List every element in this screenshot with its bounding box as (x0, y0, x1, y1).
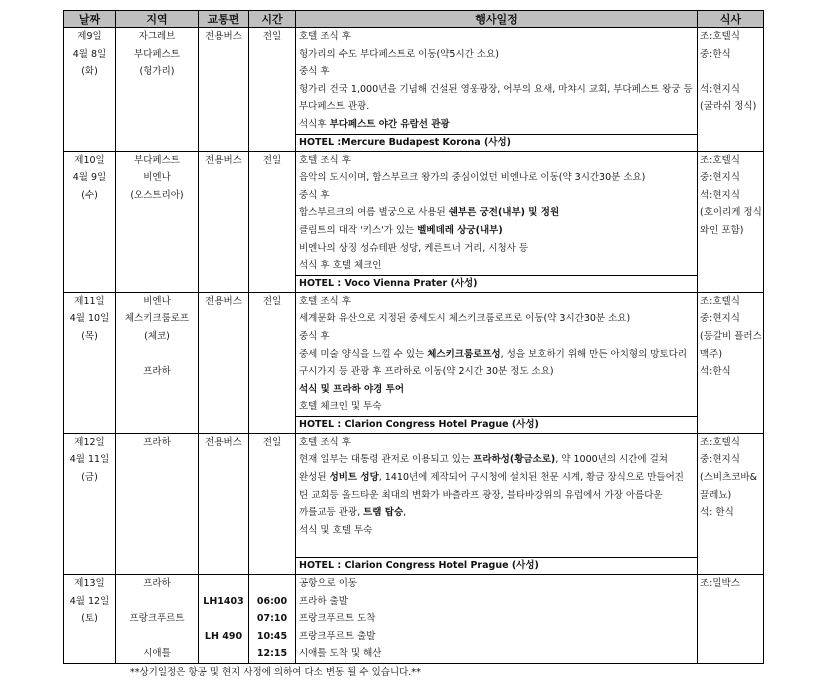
transport-cell (199, 151, 249, 292)
header-cell: 교통편 (199, 11, 249, 28)
schedule-text: 세계문화 유산으로 지정된 중세도시 체스키크룸로프로 이동(약 3시간30분 소요) (299, 313, 631, 325)
cell-line: 06:00 (256, 595, 288, 607)
cell-line: (굴라쉬 정식) (700, 101, 757, 113)
cell-line: 4월 8일 (72, 48, 107, 60)
date-cell (64, 151, 116, 292)
schedule-line (296, 310, 697, 328)
schedule-text: 프랑크푸르트 도착 (299, 613, 376, 625)
schedule-text: 합스부르크의 여름 별궁으로 사용된 (299, 207, 449, 219)
schedule-text: 클림트의 대작 '키스'가 있는 (299, 224, 418, 236)
cell-line (116, 593, 198, 611)
transport-cell (199, 28, 249, 152)
schedule-line (296, 240, 697, 258)
schedule-text: 석식 후 호텔 체크인 (299, 260, 382, 272)
schedule-line (296, 504, 697, 522)
schedule-line (296, 98, 697, 116)
hotel-line: HOTEL : Clarion Congress Hotel Prague (사성) (296, 557, 697, 574)
meal-cell (698, 28, 764, 152)
schedule-line (296, 398, 697, 416)
schedule-line (296, 116, 697, 134)
cell-line: 프라하 (143, 366, 171, 378)
schedule-text: 부다페스트 야간 유람선 관광 (329, 118, 450, 130)
schedule-text: , 성을 보호하기 위해 만든 아치형의 망토다리 (500, 348, 687, 360)
schedule-text: 벨베데레 상궁(내부) (417, 224, 503, 236)
cell-line: 체스키크룸로프 (124, 313, 190, 325)
schedule-line (296, 487, 697, 505)
cell-line: 맥주) (700, 348, 723, 360)
schedule-text: 트램 탑승 (363, 507, 404, 519)
cell-line: 중:한식 (700, 48, 731, 60)
schedule-line (296, 593, 697, 611)
schedule-text: 부다페스트 관광. (299, 101, 370, 113)
time-cell (249, 28, 296, 152)
cell-line: 4월 11일 (69, 454, 110, 466)
cell-line: 중:현지식 (700, 454, 740, 466)
cell-line: 전일 (262, 31, 282, 42)
cell-line (199, 645, 248, 663)
schedule-text: 호텔 조식 후 (299, 31, 351, 42)
cell-line: 제11일 (74, 295, 105, 307)
cell-line (116, 628, 198, 646)
schedule-line (296, 610, 697, 628)
schedule-line (296, 81, 697, 99)
schedule-line (296, 46, 697, 64)
cell-line: 4월 10일 (69, 313, 110, 325)
cell-line: (목) (81, 330, 98, 342)
region-cell (116, 28, 199, 152)
cell-line: (등갈비 플러스 (700, 330, 762, 342)
hotel-line: HOTEL : Voco Vienna Prater (사성) (296, 275, 697, 292)
cell-line: 조:호텔식 (700, 436, 740, 448)
cell-line (249, 575, 295, 593)
schedule-line (296, 522, 697, 540)
cell-line: 조:호텔식 (700, 154, 740, 166)
header-cell: 식사 (698, 11, 764, 28)
cell-line: 중:현지식 (700, 313, 740, 325)
region-cell (116, 292, 199, 433)
schedule-cell (296, 292, 698, 433)
time-cell (249, 292, 296, 433)
transport-cell (199, 292, 249, 433)
cell-line: 석:현지식 (700, 189, 740, 201)
cell-line (199, 575, 248, 593)
schedule-line (296, 222, 697, 240)
schedule-line (296, 346, 697, 364)
cell-line: (체코) (144, 330, 170, 342)
cell-line: 전용버스 (205, 436, 242, 448)
cell-line: 제12일 (74, 436, 105, 448)
cell-line: (호이리게 정식 (700, 207, 762, 219)
schedule-text: 현재 일부는 대통령 관저로 이용되고 있는 (299, 454, 474, 466)
hotel-line: HOTEL :Mercure Budapest Korona (사성) (296, 134, 697, 151)
header-cell: 시간 (249, 11, 296, 28)
cell-line: 프라하 (143, 436, 171, 448)
schedule-text: 호텔 조식 후 (299, 154, 351, 166)
cell-line: 10:45 (256, 630, 288, 642)
schedule-line (296, 575, 697, 593)
schedule-text: 석식후 (299, 118, 330, 130)
schedule-text: 석식 및 호텔 투숙 (299, 524, 373, 536)
schedule-line (296, 469, 697, 487)
schedule-cell (296, 575, 698, 664)
day-row (64, 28, 764, 152)
transport-cell (199, 433, 249, 574)
schedule-line (296, 169, 697, 187)
schedule-text: , 1410년에 제작되어 구시청에 설치된 천문 시계, 황금 장식으로 만들어진 (378, 472, 684, 484)
schedule-text: 중식 후 (299, 330, 330, 342)
schedule-line (296, 381, 697, 399)
schedule-text: , (403, 507, 407, 519)
schedule-line (296, 257, 697, 275)
schedule-text: 헝가리 건국 1,000년을 기념해 건설된 영웅광장, 어부의 요새, 마챠시 교회, 부다페스트 왕궁 등 (299, 83, 693, 95)
region-cell (116, 151, 199, 292)
cell-line: (오스트리아) (130, 189, 184, 201)
header-cell: 지역 (116, 11, 199, 28)
cell-line: 프라하 (143, 578, 171, 590)
cell-line (199, 610, 248, 628)
cell-line: 중:현지식 (700, 172, 740, 184)
cell-line: 부다페스트 (134, 48, 180, 60)
cell-line: 부다페스트 (134, 154, 180, 166)
cell-line: 제13일 (74, 578, 105, 590)
cell-line: 전일 (262, 154, 282, 166)
cell-line: 프랑크푸르트 (129, 613, 185, 625)
cell-line: (금) (81, 472, 98, 484)
region-cell (116, 433, 199, 574)
schedule-line (296, 363, 697, 381)
cell-line (116, 346, 198, 364)
cell-line: 비엔나 (143, 295, 171, 307)
cell-line: 조:호텔식 (700, 31, 740, 42)
schedule-cell (296, 28, 698, 152)
meal-cell (698, 575, 764, 664)
schedule-text: 틴 교회등 올드타운 최대의 변화가 바츨라프 광장, 블타바강위의 유럽에서 가장 아름다운 (299, 489, 663, 501)
schedule-text: 호텔 체크인 및 투숙 (299, 401, 382, 413)
schedule-text: 프랑크푸르트 출발 (299, 630, 376, 642)
schedule-line (296, 434, 697, 452)
cell-line: 전용버스 (205, 295, 242, 307)
cell-line: 12:15 (256, 648, 288, 660)
header-row (64, 11, 764, 28)
cell-line: 비엔나 (143, 172, 171, 184)
cell-line: 와인 포함) (700, 224, 744, 236)
cell-line: 전일 (262, 436, 282, 448)
date-cell (64, 433, 116, 574)
cell-line: 자그레브 (138, 31, 176, 42)
schedule-text: 완성된 (299, 472, 330, 484)
cell-line: (수) (81, 189, 98, 201)
schedule-text: 중세 미술 양식을 느낄 수 있는 (299, 348, 428, 360)
day-row (64, 292, 764, 433)
date-cell (64, 28, 116, 152)
schedule-text: , 약 1000년의 시간에 걸쳐 (555, 454, 668, 466)
schedule-line (296, 645, 697, 663)
schedule-cell (296, 151, 698, 292)
cell-line: 전용버스 (205, 31, 242, 42)
itinerary-table (63, 10, 764, 664)
schedule-line (296, 187, 697, 205)
meal-cell (698, 292, 764, 433)
day-row (64, 433, 764, 574)
cell-line: (토) (81, 613, 98, 625)
cell-line: 제10일 (74, 154, 105, 166)
cell-line: 조:호텔식 (700, 295, 740, 307)
cell-line: 전용버스 (205, 154, 242, 166)
cell-line: LH 490 (204, 630, 243, 642)
time-cell (249, 575, 296, 664)
schedule-text: 성비트 성당 (329, 472, 379, 484)
time-cell (249, 151, 296, 292)
footnote: **상기일정은 항공 및 현지 사정에 의하여 다소 변동 될 수 있습니다.** (130, 667, 421, 678)
cell-line: 4월 12일 (69, 595, 110, 607)
schedule-line (296, 152, 697, 170)
schedule-text: 중식 후 (299, 189, 330, 201)
schedule-text: 구시가지 등 관광 후 프라하로 이동(약 2시간 30분 정도 소요) (299, 366, 554, 378)
schedule-line (296, 328, 697, 346)
cell-line: 07:10 (256, 613, 288, 625)
schedule-line (296, 628, 697, 646)
date-cell (64, 575, 116, 664)
cell-line: (화) (81, 66, 98, 78)
header-cell: 행사일정 (296, 11, 698, 28)
schedule-text: 프라하 출발 (299, 595, 348, 607)
date-cell (64, 292, 116, 433)
schedule-text: 음악의 도시이며, 합스부르크 왕가의 중심이었던 비엔나로 이동(약 3시간30분 소요) (299, 172, 646, 184)
schedule-text: 까를교등 관광, (299, 507, 364, 519)
day-row (64, 575, 764, 664)
cell-line: 시애틀 (143, 648, 171, 660)
schedule-text: 체스키크룸로프성 (427, 348, 501, 360)
cell-line: 4월 9일 (72, 172, 107, 184)
region-cell (116, 575, 199, 664)
cell-line: 조:밀박스 (700, 578, 740, 590)
schedule-text: 시애틀 도착 및 해산 (299, 648, 382, 660)
time-cell (249, 433, 296, 574)
cell-line: 끌레뇨) (700, 489, 732, 501)
schedule-line (296, 539, 697, 557)
schedule-text: 쉔부른 궁전(내부) 및 정원 (448, 207, 560, 219)
cell-line: (스비츠코바& (700, 472, 757, 484)
cell-line: LH1403 (203, 595, 244, 607)
schedule-text: 비엔나의 상징 성슈테판 성당, 케른트너 거리, 시청사 등 (299, 242, 529, 254)
meal-cell (698, 151, 764, 292)
schedule-text: 헝가리의 수도 부다페스트로 이동(약5시간 소요) (299, 48, 499, 60)
cell-line (698, 63, 763, 81)
transport-cell (199, 575, 249, 664)
schedule-text: 프라하성(황금소로) (473, 454, 556, 466)
schedule-line (296, 28, 697, 46)
cell-line: (헝가리) (139, 66, 175, 78)
day-row (64, 151, 764, 292)
schedule-line (296, 63, 697, 81)
cell-line: 석:현지식 (700, 83, 740, 95)
schedule-line (296, 451, 697, 469)
hotel-line: HOTEL : Clarion Congress Hotel Prague (사성) (296, 416, 697, 433)
schedule-text: 호텔 조식 후 (299, 436, 351, 448)
cell-line: 제9일 (77, 31, 102, 42)
cell-line: 전일 (262, 295, 282, 307)
meal-cell (698, 433, 764, 574)
schedule-line (296, 293, 697, 311)
schedule-cell (296, 433, 698, 574)
schedule-text: 석식 및 프라하 야경 투어 (299, 383, 404, 395)
cell-line: 석: 한식 (700, 507, 734, 519)
cell-line: 석:한식 (700, 366, 731, 378)
schedule-text: 공항으로 이동 (299, 578, 358, 590)
schedule-line (296, 204, 697, 222)
schedule-text: 중식 후 (299, 66, 330, 78)
header-cell: 날짜 (64, 11, 116, 28)
schedule-text: 호텔 조식 후 (299, 295, 351, 307)
